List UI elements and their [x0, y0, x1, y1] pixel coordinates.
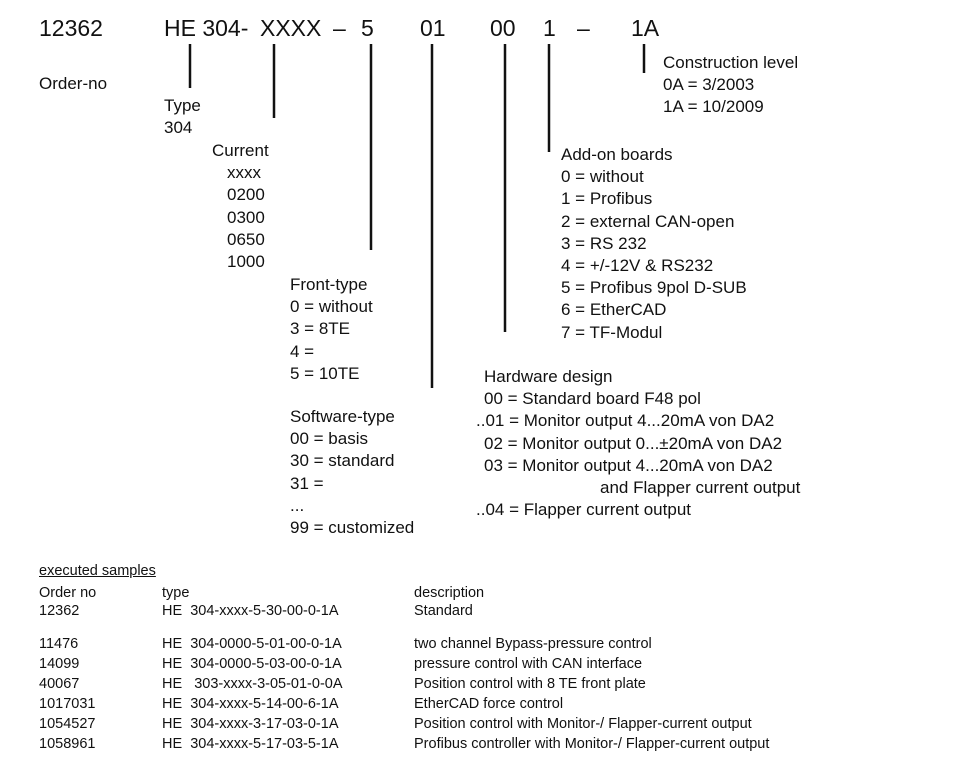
hardware-design-item: and Flapper current output — [600, 477, 801, 497]
table-row-type: HE 303-xxxx-3-05-01-0-0A — [162, 676, 343, 692]
software-type-block — [290, 406, 414, 539]
front-type-item: 4 = — [290, 341, 315, 361]
software-type-item: 31 = — [290, 473, 324, 493]
construction-level-item: 1A = 10/2009 — [663, 97, 764, 117]
software-type-code: 01 — [420, 15, 446, 41]
table-row-description: pressure control with CAN interface — [414, 656, 643, 672]
addon-boards-item: 1 = Profibus — [561, 189, 653, 209]
hardware-design-title: Hardware design — [484, 367, 613, 386]
software-type-title: Software-type — [290, 407, 395, 426]
current-block — [212, 140, 269, 273]
header-description: description — [414, 585, 485, 601]
table-row-type: HE 304-0000-5-03-00-0-1A — [162, 656, 342, 672]
current-title: Current — [212, 141, 269, 160]
table-row-type: HE 304-xxxx-5-14-00-6-1A — [162, 696, 339, 712]
table-row-description: Profibus controller with Monitor-/ Flapper-current output — [414, 736, 770, 752]
current-item: 1000 — [227, 251, 265, 271]
addon-boards-block — [561, 144, 747, 344]
table-row-order: 1054527 — [39, 716, 96, 732]
addon-boards-item: 3 = RS 232 — [561, 233, 647, 253]
front-type-title: Front-type — [290, 275, 368, 294]
table-row-type: HE 304-xxxx-5-17-03-5-1A — [162, 736, 339, 752]
table-row-description: two channel Bypass-pressure control — [414, 636, 652, 652]
executed-samples-heading: executed samples — [39, 563, 156, 579]
front-type-code: 5 — [361, 15, 374, 41]
table-row-order: 1058961 — [39, 736, 96, 752]
construction-level-item: 0A = 3/2003 — [663, 75, 755, 95]
construction-level-code: 1A — [631, 15, 660, 41]
table-row-order: 14099 — [39, 656, 80, 672]
separator-dash: – — [333, 15, 346, 41]
addon-boards-item: 5 = Profibus 9pol D-SUB — [561, 278, 747, 298]
separator-dash-2: – — [577, 15, 590, 41]
table-row-order: 40067 — [39, 676, 80, 692]
order-number-code: 12362 — [39, 15, 103, 41]
current-item: xxxx — [227, 163, 261, 183]
hardware-design-item: ..01 = Monitor output 4...20mA von DA2 — [476, 411, 775, 431]
software-type-item: 00 = basis — [290, 429, 368, 449]
current-item: 0650 — [227, 229, 265, 249]
type-value: 304 — [164, 118, 193, 138]
software-type-item: 99 = customized — [290, 517, 415, 537]
current-item: 0200 — [227, 185, 265, 205]
order-no-label: Order-no — [39, 74, 108, 93]
header-order-no: Order no — [39, 585, 97, 601]
table-row-description: Position control with 8 TE front plate — [414, 676, 646, 692]
addon-board-code: 1 — [543, 15, 556, 41]
table-row-description: Position control with Monitor-/ Flapper-current output — [414, 716, 752, 732]
construction-level-block — [663, 52, 798, 119]
executed-samples-table — [39, 563, 939, 763]
addon-boards-title: Add-on boards — [561, 145, 673, 164]
front-type-item: 0 = without — [290, 297, 373, 317]
hardware-design-item: 00 = Standard board F48 pol — [484, 389, 701, 409]
table-row-order: 1017031 — [39, 696, 96, 712]
construction-level-title: Construction level — [663, 53, 799, 72]
addon-boards-item: 7 = TF-Modul — [561, 322, 663, 342]
addon-boards-item: 4 = +/-12V & RS232 — [561, 255, 714, 275]
front-type-item: 5 = 10TE — [290, 363, 360, 383]
hardware-design-item: 02 = Monitor output 0...±20mA von DA2 — [484, 433, 783, 453]
hardware-design-item: ..04 = Flapper current output — [476, 500, 691, 520]
software-type-item: ... — [290, 495, 305, 515]
hardware-design-item: 03 = Monitor output 4...20mA von DA2 — [484, 455, 773, 475]
table-row-order: 12362 — [39, 603, 80, 619]
type-prefix-code: HE 304- — [164, 15, 249, 41]
hardware-design-block — [476, 366, 800, 521]
current-item: 0300 — [227, 207, 265, 227]
table-row-type: HE 304-xxxx-5-30-00-0-1A — [162, 603, 339, 619]
addon-boards-item: 6 = EtherCAD — [561, 300, 667, 320]
addon-boards-item: 2 = external CAN-open — [561, 211, 735, 231]
type-block — [164, 95, 201, 139]
header-type: type — [162, 585, 190, 601]
table-row-description: Standard — [414, 603, 473, 619]
table-row-type: HE 304-0000-5-01-00-0-1A — [162, 636, 342, 652]
table-row-order: 11476 — [39, 636, 79, 652]
software-type-item: 30 = standard — [290, 451, 395, 471]
current-code: XXXX — [260, 15, 322, 41]
table-row-description: EtherCAD force control — [414, 696, 564, 712]
hardware-design-code: 00 — [490, 15, 516, 41]
front-type-block — [290, 274, 373, 385]
type-title: Type — [164, 96, 201, 115]
addon-boards-item: 0 = without — [561, 167, 644, 187]
table-row-type: HE 304-xxxx-3-17-03-0-1A — [162, 716, 339, 732]
front-type-item: 3 = 8TE — [290, 319, 351, 339]
